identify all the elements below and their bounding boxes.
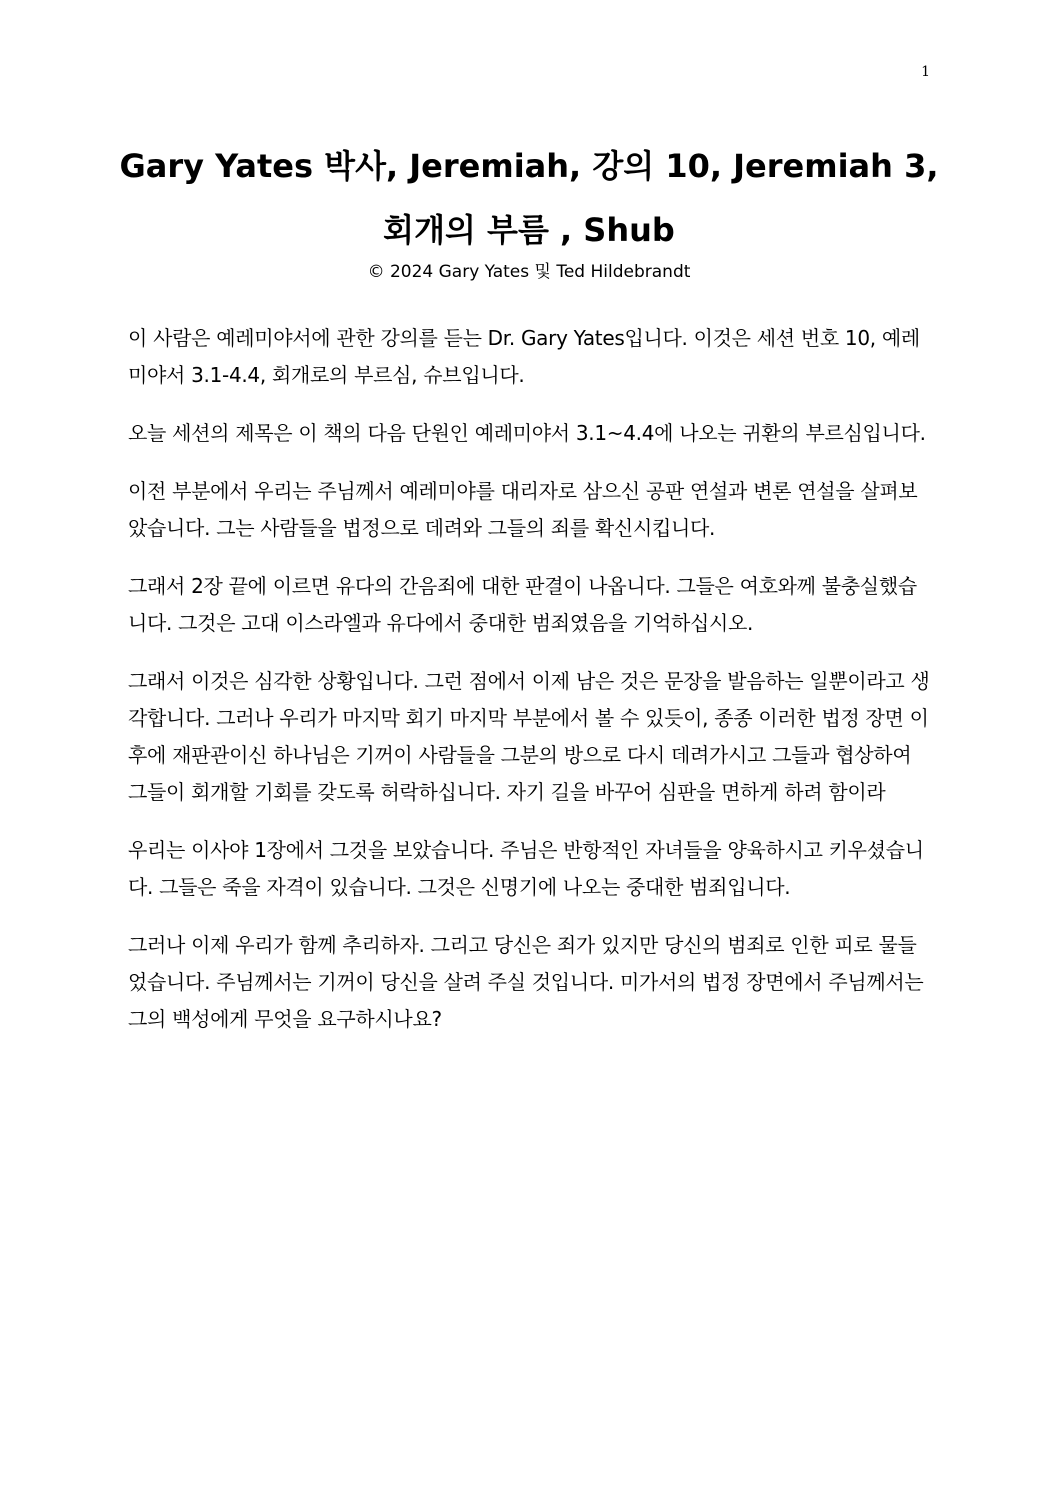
copyright-line: © 2024 Gary Yates 및 Ted Hildebrandt [367,262,691,282]
paragraph-6: 우리는 이사야 1장에서 그것을 보았습니다. 주님은 반항적인 자녀들을 양육하시고 키우셨습니다. 그들은 죽을 자격이 있습니다. 그것은 신명기에 나오는 중대한 범죄입니다. [128,838,924,899]
paragraph-2: 오늘 세션의 제목은 이 책의 다음 단원인 예레미야서 3.1~4.4에 나오는 귀환의 부르심입니다. [128,421,926,445]
paragraph-3: 이전 부분에서 우리는 주님께서 예레미야를 대리자로 삼으신 공판 연설과 변론 연설을 살펴보았습니다. 그는 사람들을 법정으로 데려와 그들의 죄를 확신시킵니다. [128,479,918,540]
paragraph-7: 그러나 이제 우리가 함께 추리하자. 그리고 당신은 죄가 있지만 당신의 범죄로 인한 피로 물들었습니다. 주님께서는 기꺼이 당신을 살려 주실 것입니다. 미가서의 법정 장면에서 주님께서는 그의 백성에게 무엇을 요구하시나요? [128,933,924,1031]
body-text [128,320,934,1059]
paragraph-4: 그래서 2장 끝에 이르면 유다의 간음죄에 대한 판결이 나옵니다. 그들은 여호와께 불충실했습니다. 그것은 고대 이스라엘과 유다에서 중대한 범죄였음을 기억하십시오. [128,574,917,635]
document-title: Gary Yates 박사, Jeremiah, 강의 10, Jeremiah 3, 회개의 부름 , Shub [119,147,939,249]
paragraph-5: 그래서 이것은 심각한 상황입니다. 그런 점에서 이제 남은 것은 문장을 발음하는 일뿐이라고 생각합니다. 그러나 우리가 마지막 회기 마지막 부분에서 볼 수 있듯이, 종종 이러한 법정 장면 이후에 재판관이신 하나님은 기꺼이 사람들을 그분의 방으로 다시 데려가시고 그들과 협상하여 그들이 회개할 기회를 갖도록 허락하십니다. 자기 길을 바꾸어 심판을 면하게 하려 함이라 [128,669,930,804]
paragraph-1: 이 사람은 예레미야서에 관한 강의를 듣는 Dr. Gary Yates입니다. 이것은 세션 번호 10, 예레미야서 3.1-4.4, 회개로의 부르심, 슈브입니다. [128,326,920,387]
page-number: 1 [921,64,930,80]
